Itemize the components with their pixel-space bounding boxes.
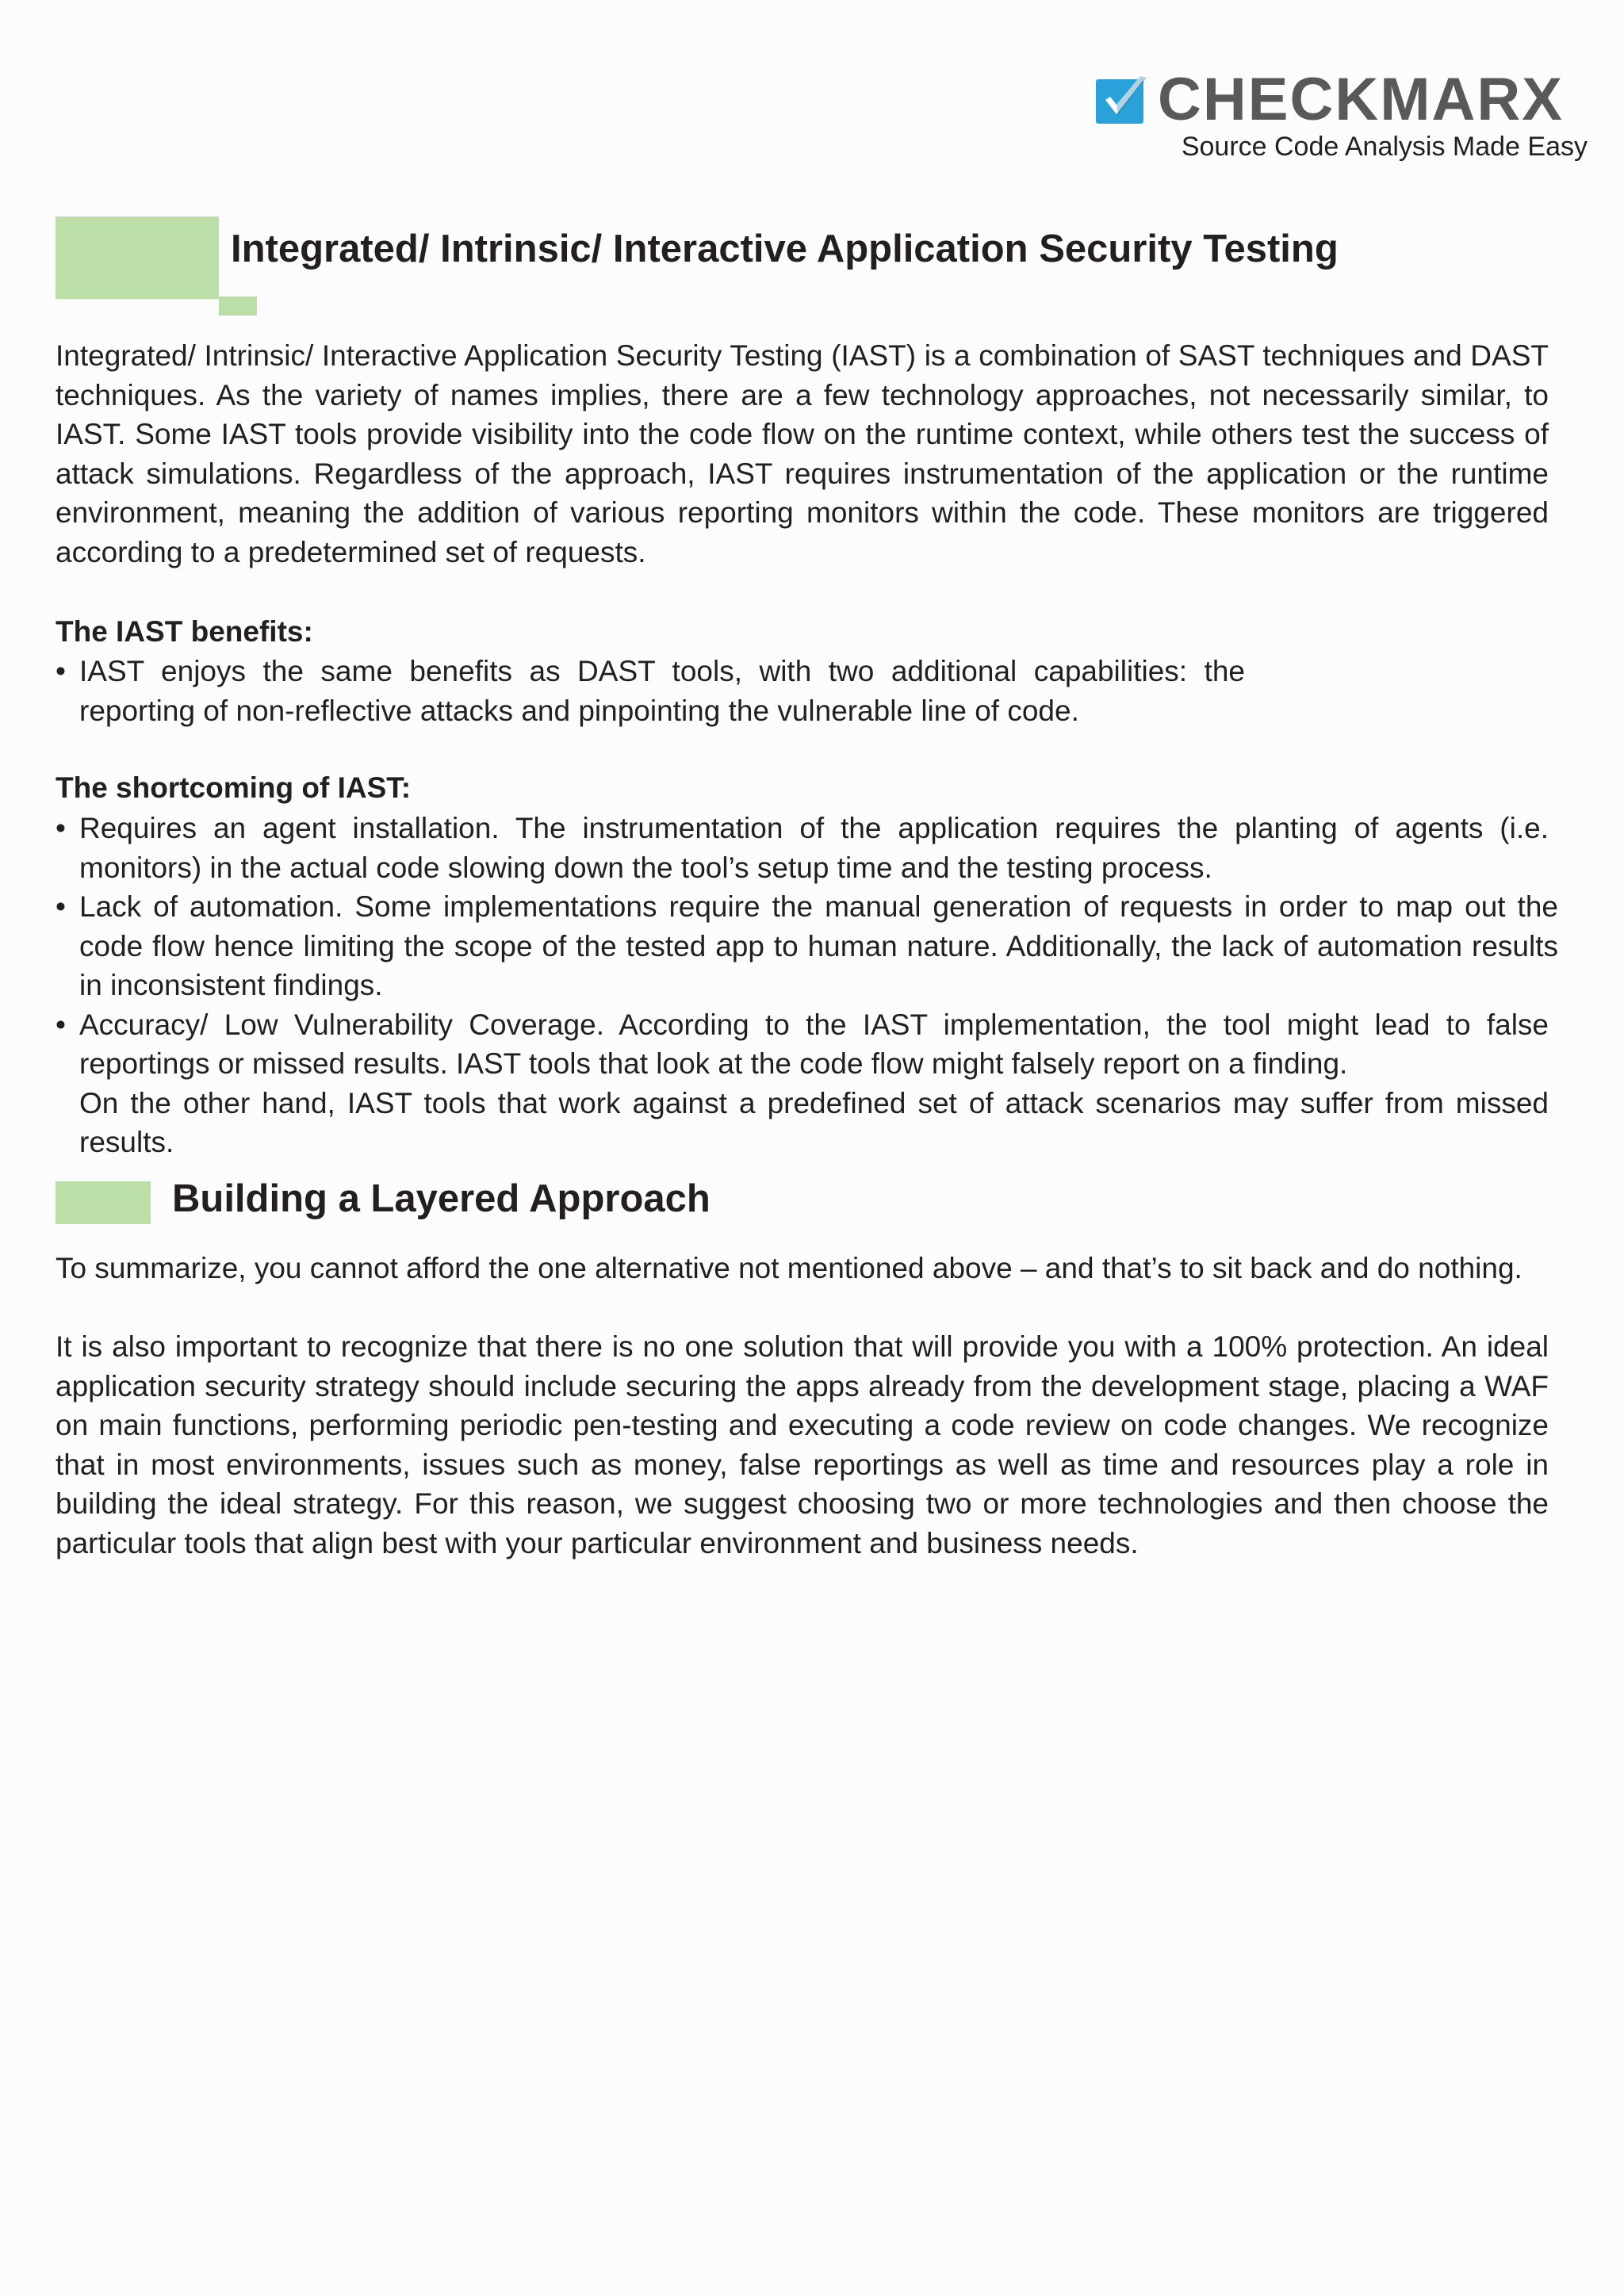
shortcomings-list	[56, 809, 1558, 1162]
list-item	[56, 809, 1549, 887]
summary-paragraph: To summarize, you cannot afford the one alternative not mentioned above – and that’s to sit back and do nothing.	[56, 1252, 1522, 1284]
shortcoming-continuation: On the other hand, IAST tools that work against a predefined set of attack scenarios may suffer from missed results.	[79, 1086, 1549, 1158]
bullet-icon: •	[56, 812, 66, 844]
list-item	[56, 887, 1558, 1005]
list-item	[56, 1005, 1549, 1162]
list-item	[56, 652, 1245, 730]
logo-wordmark: CHECKMARX	[1158, 66, 1564, 133]
bullet-icon: •	[56, 1008, 66, 1041]
benefits-list	[56, 652, 1549, 730]
checkmark-icon	[1096, 76, 1147, 124]
iast-intro-paragraph: Integrated/ Intrinsic/ Interactive Application Security Testing (IAST) is a combination of SAST techniques and DAST techniques. As the variety of names implies, there are a few technology approaches, not necessarily similar, to IAST. Some IAST tools provide visibility into the code flow on the runtime context, while others test the success of attack simulations. Regardless of the approach, IAST requires instrumentation of the application or the runtime environment, meaning the addition of various reporting monitors within the code. These monitors are triggered according to a predetermined set of requests.	[56, 339, 1549, 568]
shortcoming-text: Accuracy/ Low Vulnerability Coverage. According to the IAST implementation, the tool might lead to false reportings or missed results. IAST tools that look at the code flow might falsely report on a finding.	[79, 1008, 1549, 1080]
section-title-layered: Building a Layered Approach	[172, 1177, 710, 1220]
bullet-icon: •	[56, 890, 66, 923]
logo-tagline: Source Code Analysis Made Easy	[1181, 132, 1588, 162]
bullet-icon: •	[56, 655, 66, 687]
heading-accent-tab	[219, 297, 257, 316]
heading-accent-bar	[56, 1181, 151, 1224]
shortcoming-text: Requires an agent installation. The instrumentation of the application requires the planting of agents (i.e. monitors) in the actual code slowing down the tool’s setup time and the testing process.	[79, 812, 1549, 884]
strategy-paragraph: It is also important to recognize that there is no one solution that will provide you with a 100% protection. An ideal application security strategy should include securing the apps already from the development stage, placing a WAF on main functions, performing periodic pen-testing and executing a code review on code changes. We recognize that in most environments, issues such as money, false reportings as well as time and resources play a role in building the ideal strategy. For this reason, we suggest choosing two or more technologies and then choose the particular tools that align best with your particular environment and business needs.	[56, 1330, 1549, 1559]
benefit-text: IAST enjoys the same benefits as DAST tools, with two additional capabilities: the reporting of non-reflective attacks and pinpointing the vulnerable line of code.	[79, 655, 1245, 727]
shortcoming-text: Lack of automation. Some implementations require the manual generation of requests in order to map out the code flow hence limiting the scope of the tested app to human nature. Additionally, the lack of automation results in inconsistent findings.	[79, 890, 1558, 1001]
heading-accent-bar	[56, 216, 219, 299]
section-title-iast: Integrated/ Intrinsic/ Interactive Application Security Testing	[231, 228, 1339, 270]
shortcomings-heading: The shortcoming of IAST:	[56, 771, 412, 804]
benefits-heading: The IAST benefits:	[56, 615, 313, 648]
checkmarx-logo	[1096, 66, 1588, 168]
